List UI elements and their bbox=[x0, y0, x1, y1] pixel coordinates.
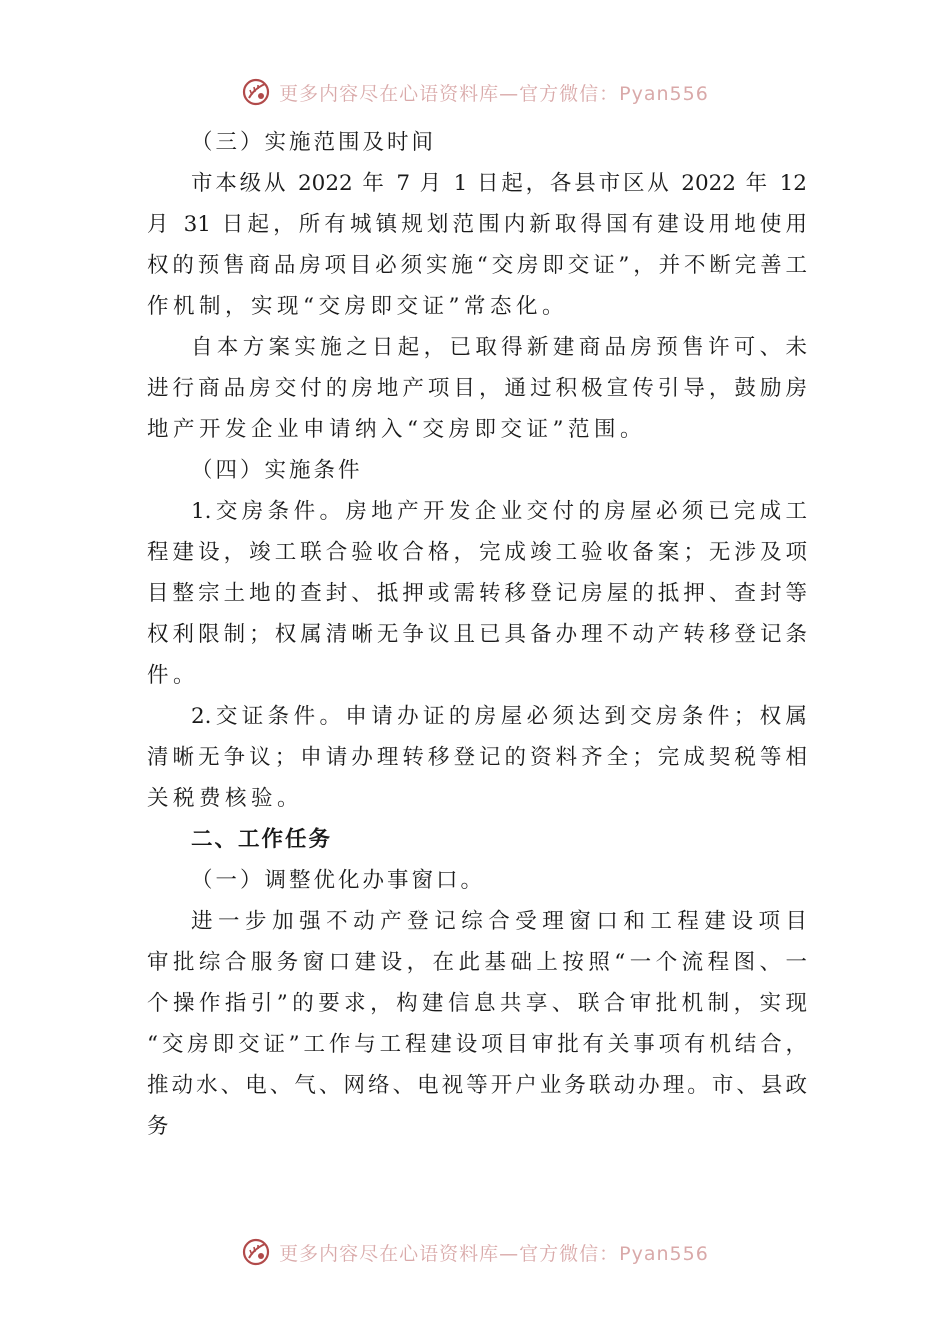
paragraph-line: 进行商品房交付的房地产项目，通过积极宣传引导，鼓励房 bbox=[147, 376, 807, 401]
paragraph-line: 进一步加强不动产登记综合受理窗口和工程建设项目 bbox=[191, 909, 807, 934]
paragraph-line: 自本方案实施之日起，已取得新建商品房预售许可、未 bbox=[191, 335, 807, 360]
watermark-text: 更多内容尽在心语资料库—官方微信：Pyan556 bbox=[279, 82, 709, 105]
paragraph-line: 关税费核验。 bbox=[147, 786, 304, 811]
paragraph-line: 地产开发企业申请纳入“交房即交证”范围。 bbox=[147, 417, 646, 442]
paragraph-line: 目整宗土地的查封、抵押或需转移登记房屋的抵押、查封等 bbox=[147, 581, 807, 606]
paragraph-line: 程建设，竣工联合验收合格，完成竣工验收备案；无涉及项 bbox=[147, 540, 807, 565]
header-watermark bbox=[0, 70, 950, 114]
paragraph-line: 2.交证条件。申请办证的房屋必须达到交房条件；权属 bbox=[191, 704, 807, 729]
paragraph-line: 月 31 日起，所有城镇规划范围内新取得国有建设用地使用 bbox=[147, 212, 807, 237]
feather-heart-icon bbox=[241, 1237, 271, 1267]
paragraph-line: 权利限制；权属清晰无争议且已具备办理不动产转移登记条 bbox=[147, 622, 807, 647]
paragraph-line: 市本级从 2022 年 7 月 1 日起，各县市区从 2022 年 12 bbox=[191, 171, 807, 196]
paragraph-line: 清晰无争议；申请办理转移登记的资料齐全；完成契税等相 bbox=[147, 745, 807, 770]
document-body bbox=[147, 122, 807, 1147]
heading-optimize-window: （一）调整优化办事窗口。 bbox=[191, 868, 486, 893]
paragraph-line: 务 bbox=[147, 1114, 174, 1139]
section-heading-tasks: 二、工作任务 bbox=[191, 827, 333, 852]
heading-conditions: （四）实施条件 bbox=[191, 458, 363, 483]
paragraph-line: 权的预售商品房项目必须实施“交房即交证”，并不断完善工 bbox=[147, 253, 807, 278]
watermark-text: 更多内容尽在心语资料库—官方微信：Pyan556 bbox=[279, 1242, 709, 1265]
paragraph-line: 件。 bbox=[147, 663, 200, 688]
paragraph-line: “交房即交证”工作与工程建设项目审批有关事项有机结合， bbox=[147, 1032, 807, 1057]
footer-watermark bbox=[0, 1230, 950, 1274]
paragraph-line: 1.交房条件。房地产开发企业交付的房屋必须已完成工 bbox=[191, 499, 807, 524]
paragraph-line: 个操作指引”的要求，构建信息共享、联合审批机制，实现 bbox=[147, 991, 807, 1016]
feather-heart-icon bbox=[241, 77, 271, 107]
heading-scope-time: （三）实施范围及时间 bbox=[191, 130, 437, 155]
paragraph-line: 作机制，实现“交房即交证”常态化。 bbox=[147, 294, 568, 319]
paragraph-line: 推动水、电、气、网络、电视等开户业务联动办理。市、县政 bbox=[147, 1073, 807, 1098]
paragraph-line: 审批综合服务窗口建设，在此基础上按照“一个流程图、一 bbox=[147, 950, 807, 975]
